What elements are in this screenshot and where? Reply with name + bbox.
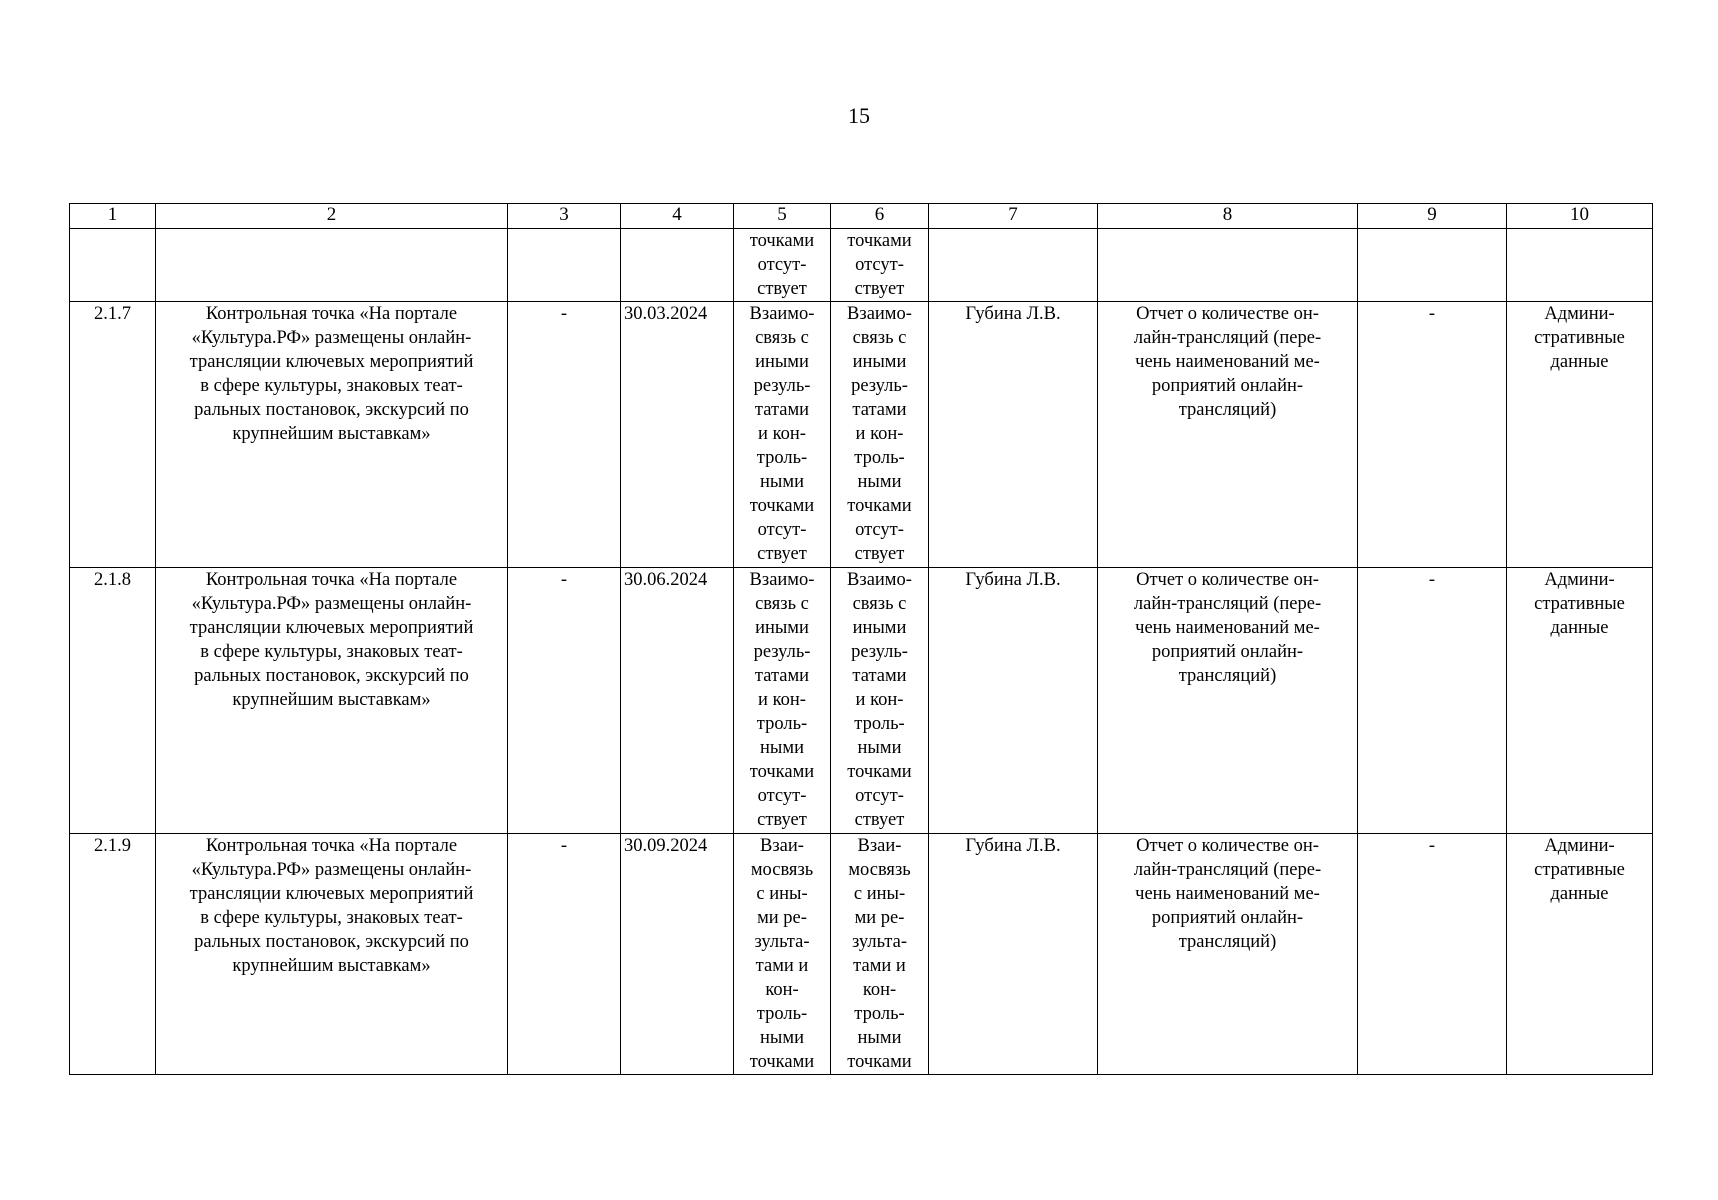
cell-date: 30.03.2024 — [621, 302, 734, 568]
cell-col3: - — [508, 302, 621, 568]
cell-description: Контрольная точка «На портале «Культура.РФ» размещены онлайн- трансляции ключевых мероприятий в сфере культуры, знаковых теат- ральных постановок, экскурсий по крупнейшим выставкам» — [156, 568, 508, 834]
cell-responsible: Губина Л.В. — [929, 568, 1098, 834]
cell-source: Админи- стративные данные — [1507, 568, 1653, 834]
cell-relations-col6: точками отсут- ствует — [831, 229, 929, 302]
cell-relations-col5: Взаимо- связь с иными резуль- татами и кон- троль- ными точками отсут- ствует — [734, 302, 831, 568]
cell-empty — [1358, 229, 1507, 302]
cell-responsible: Губина Л.В. — [929, 834, 1098, 1075]
cell-col9: - — [1358, 834, 1507, 1075]
column-header: 7 — [929, 204, 1098, 229]
page-number: 15 — [848, 103, 870, 128]
cell-source: Админи- стративные данные — [1507, 834, 1653, 1075]
cell-empty — [929, 229, 1098, 302]
column-header: 3 — [508, 204, 621, 229]
cell-number: 2.1.7 — [70, 302, 156, 568]
column-header: 1 — [70, 204, 156, 229]
cell-col9: - — [1358, 568, 1507, 834]
cell-relations-col6: Взаимо- связь с иными резуль- татами и кон- троль- ными точками отсут- ствует — [831, 568, 929, 834]
cell-col3: - — [508, 834, 621, 1075]
cell-date: 30.06.2024 — [621, 568, 734, 834]
cell-empty — [70, 229, 156, 302]
cell-report: Отчет о количестве он- лайн-трансляций (пере- чень наименований ме- роприятий онлайн- трансляций) — [1098, 834, 1358, 1075]
cell-empty — [156, 229, 508, 302]
cell-relations-col5: Взаимо- связь с иными резуль- татами и кон- троль- ными точками отсут- ствует — [734, 568, 831, 834]
column-header: 8 — [1098, 204, 1358, 229]
cell-empty — [621, 229, 734, 302]
column-header: 10 — [1507, 204, 1653, 229]
cell-empty — [508, 229, 621, 302]
column-header: 6 — [831, 204, 929, 229]
table-row — [70, 302, 1653, 568]
document-table — [69, 203, 1653, 1075]
cell-col3: - — [508, 568, 621, 834]
cell-description: Контрольная точка «На портале «Культура.РФ» размещены онлайн- трансляции ключевых мероприятий в сфере культуры, знаковых теат- ральных постановок, экскурсий по крупнейшим выставкам» — [156, 302, 508, 568]
column-header: 9 — [1358, 204, 1507, 229]
continuation-row — [70, 229, 1653, 302]
table-row — [70, 568, 1653, 834]
cell-source: Админи- стративные данные — [1507, 302, 1653, 568]
cell-relations-col6: Взаи- мосвязь с ины- ми ре- зульта- тами и кон- троль- ными точками — [831, 834, 929, 1075]
cell-empty — [1098, 229, 1358, 302]
cell-description: Контрольная точка «На портале «Культура.РФ» размещены онлайн- трансляции ключевых мероприятий в сфере культуры, знаковых теат- ральных постановок, экскурсий по крупнейшим выставкам» — [156, 834, 508, 1075]
cell-report: Отчет о количестве он- лайн-трансляций (пере- чень наименований ме- роприятий онлайн- трансляций) — [1098, 302, 1358, 568]
cell-responsible: Губина Л.В. — [929, 302, 1098, 568]
column-header: 2 — [156, 204, 508, 229]
cell-number: 2.1.9 — [70, 834, 156, 1075]
cell-relations-col5: Взаи- мосвязь с ины- ми ре- зульта- тами и кон- троль- ными точками — [734, 834, 831, 1075]
header-row — [70, 204, 1653, 229]
cell-report: Отчет о количестве он- лайн-трансляций (пере- чень наименований ме- роприятий онлайн- трансляций) — [1098, 568, 1358, 834]
cell-date: 30.09.2024 — [621, 834, 734, 1075]
cell-relations-col5: точками отсут- ствует — [734, 229, 831, 302]
cell-col9: - — [1358, 302, 1507, 568]
cell-empty — [1507, 229, 1653, 302]
cell-relations-col6: Взаимо- связь с иными резуль- татами и кон- троль- ными точками отсут- ствует — [831, 302, 929, 568]
table-row — [70, 834, 1653, 1075]
column-header: 4 — [621, 204, 734, 229]
cell-number: 2.1.8 — [70, 568, 156, 834]
column-header: 5 — [734, 204, 831, 229]
